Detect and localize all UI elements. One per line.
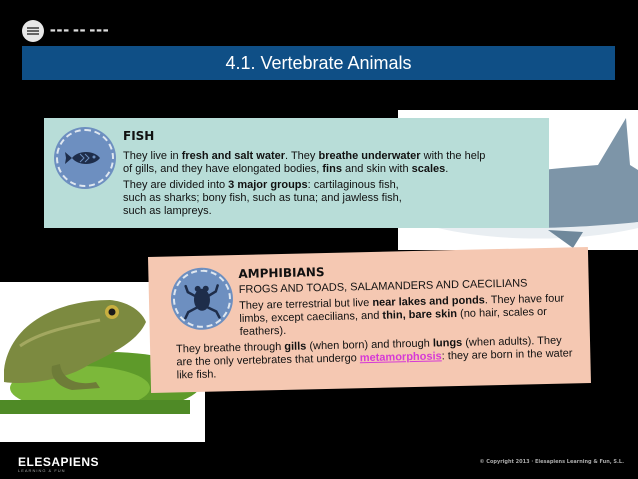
elesapiens-logo: ELESAPIENS LEARNING & FUN: [18, 455, 100, 473]
fish-icon: [58, 131, 112, 185]
fish-badge: [56, 129, 114, 187]
brand-mini: ▬▬▬ ▬▬ ▬▬▬: [50, 27, 110, 34]
page-title-text: 4.1. Vertebrate Animals: [225, 52, 412, 73]
fish-heading: FISH: [123, 129, 155, 143]
amphibians-subheading: FROGS AND TOADS, SALAMANDERS AND CAECILIANS: [238, 277, 528, 296]
metamorphosis-link[interactable]: metamorphosis: [359, 350, 442, 365]
amphibians-paragraph-2: They breathe through gills (when born) and through lungs (when adults). They are the only vertebrates that undergo metamorphosis: they are born in the water like fish.: [175, 334, 573, 382]
page-title: [22, 46, 615, 80]
fish-paragraph-2: They are divided into 3 major groups: cartilaginous fish, such as sharks; bony fish, such as tuna; and jawless fish, such as lampreys.: [123, 179, 402, 217]
amphibians-heading: AMPHIBIANS: [238, 265, 325, 281]
fish-paragraph-1: They live in fresh and salt water. They breathe underwater with the help of gills, and they have elongated bodies, fins and skin with scales.: [123, 150, 486, 175]
amphibians-badge: [172, 269, 231, 328]
copyright-text: © Copyright 2013 · Elesapiens Learning & Fun, S.L.: [479, 459, 624, 465]
frog-icon: [174, 271, 229, 326]
amphibians-paragraph-1: They are terrestrial but live near lakes and ponds. They have four limbs, except caecilians, and thin, bare skin (no hair, scales or feathers).: [238, 292, 565, 338]
menu-icon[interactable]: [22, 20, 44, 42]
fish-card: [44, 118, 549, 228]
amphibians-card: [148, 247, 591, 393]
